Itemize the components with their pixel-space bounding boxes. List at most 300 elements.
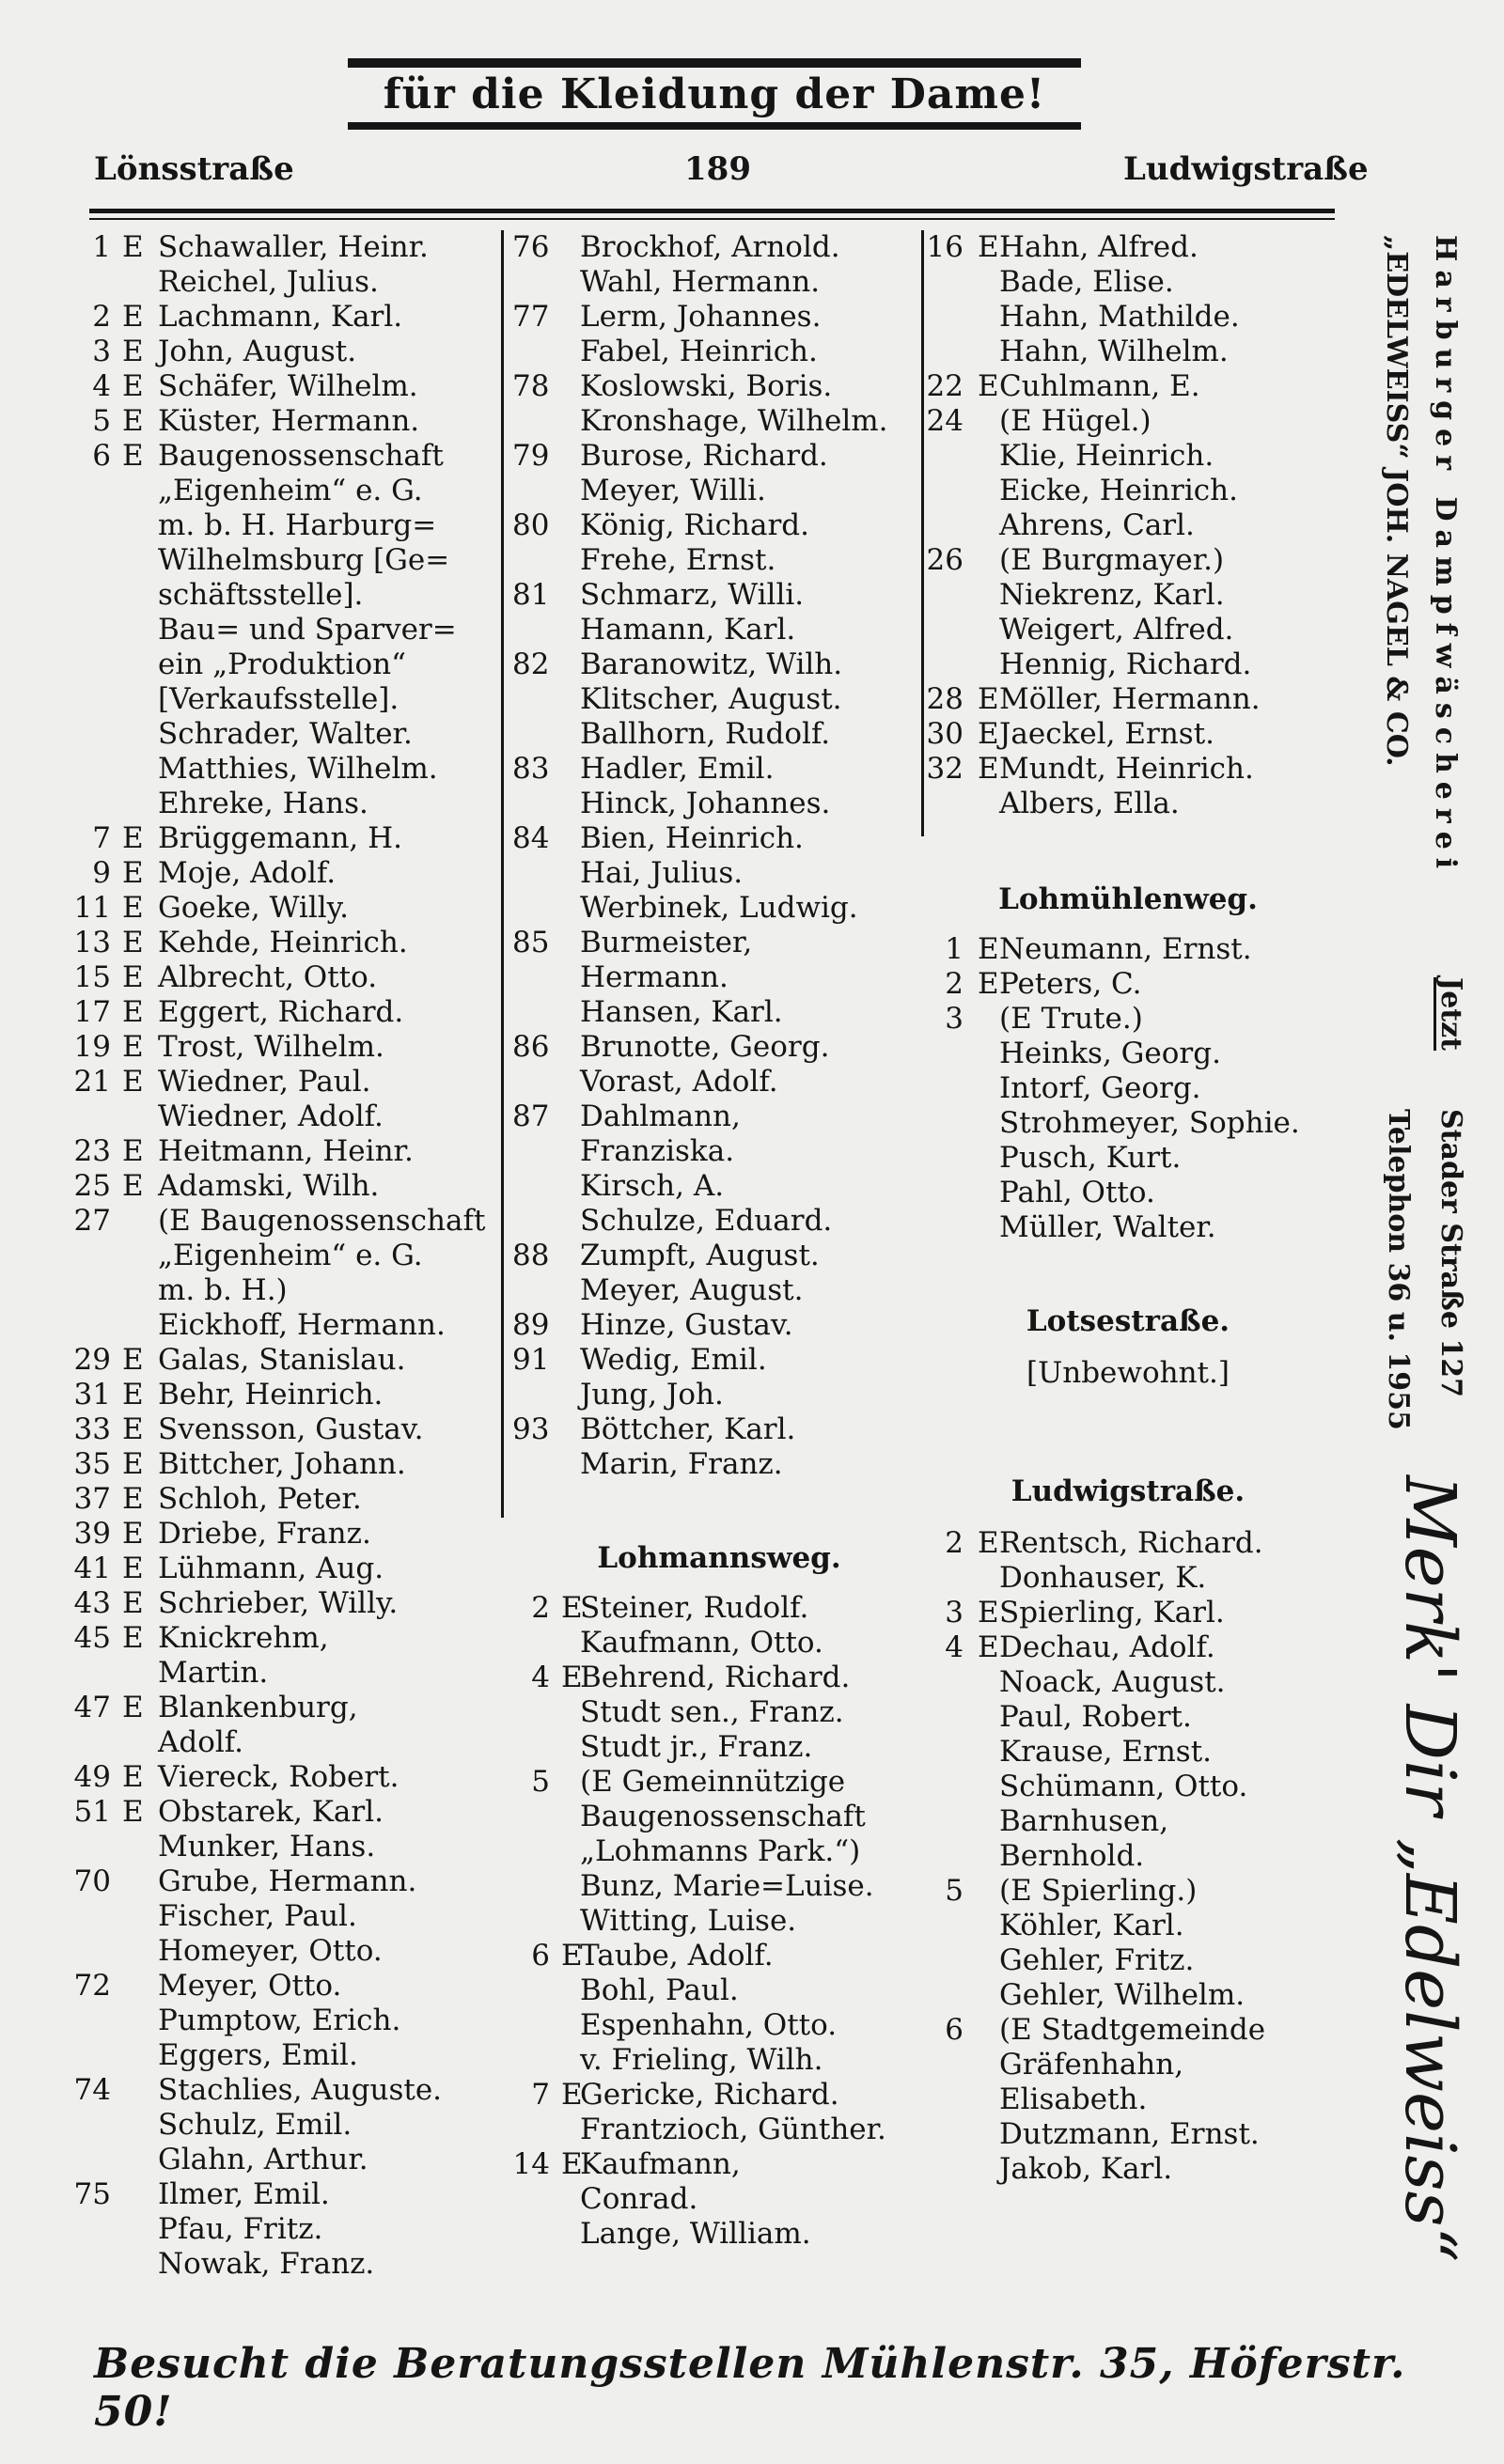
directory-entry <box>512 1765 926 1800</box>
resident-name: Rentsch, Richard. <box>999 1526 1263 1560</box>
resident-name: Kirsch, A. <box>580 1169 725 1203</box>
middle-entries <box>512 230 926 1482</box>
resident-name: Baranowitz, Wilh. <box>580 647 843 681</box>
side-advertisement <box>1361 235 1483 2263</box>
directory-entry <box>66 578 508 613</box>
resident-name: Franziska. <box>580 1134 735 1168</box>
resident-name: Schrieber, Willy. <box>158 1586 399 1620</box>
resident-name: Meyer, Willi. <box>580 474 766 507</box>
directory-entry <box>66 752 508 787</box>
directory-entry <box>512 508 926 543</box>
resident-name: Intorf, Georg. <box>999 1071 1201 1105</box>
resident-name: Böttcher, Karl. <box>580 1412 796 1446</box>
owner-marker: E <box>978 1596 999 1630</box>
footer-advertisement: Besucht die Beratungsstellen Mühlenstr. 35, Höferstr. 50! <box>94 2340 1406 2436</box>
lohmannsweg-entries <box>512 1591 926 2252</box>
resident-name: Munker, Hans. <box>158 1830 376 1864</box>
column-right <box>926 230 1330 2187</box>
resident-name: Dutzmann, Ernst. <box>999 2117 1260 2151</box>
directory-entry <box>66 647 508 682</box>
resident-name: „Eigenheim“ e. G. <box>158 474 423 507</box>
directory-entry <box>926 265 1330 300</box>
house-number: 1 <box>945 932 964 966</box>
directory-entry <box>926 717 1330 752</box>
directory-entry <box>512 1939 926 1973</box>
directory-entry <box>926 2013 1330 2048</box>
owner-marker: E <box>561 1661 583 1694</box>
house-number: 91 <box>512 1343 550 1377</box>
directory-entry <box>926 300 1330 335</box>
resident-name: Viereck, Robert. <box>158 1760 400 1794</box>
directory-entry <box>66 926 508 960</box>
top-banner-text: für die Kleidung der Dame! <box>383 70 1046 118</box>
resident-name: „Eigenheim“ e. G. <box>158 1239 423 1272</box>
house-number: 45 <box>73 1621 111 1655</box>
directory-entry <box>512 230 926 265</box>
resident-name: Gericke, Richard. <box>580 2078 839 2112</box>
directory-entry <box>512 1239 926 1273</box>
resident-name: Gehler, Fritz. <box>999 1943 1195 1977</box>
lohmuehlenweg-entries <box>926 932 1330 1245</box>
house-number: 25 <box>73 1169 111 1203</box>
resident-name: Lachmann, Karl. <box>158 300 403 334</box>
resident-name: Hadler, Emil. <box>580 752 775 786</box>
directory-entry <box>926 752 1330 787</box>
house-number: 43 <box>73 1586 111 1620</box>
resident-name: (E Burgmayer.) <box>999 543 1225 577</box>
owner-marker: E <box>122 856 144 890</box>
owner-marker: E <box>122 891 144 925</box>
resident-name: Zumpft, August. <box>580 1239 820 1272</box>
owner-marker: E <box>122 369 144 403</box>
house-number: 14 <box>512 2147 550 2181</box>
house-number: 22 <box>926 369 964 403</box>
resident-name: Schulz, Emil. <box>158 2108 352 2142</box>
owner-marker: E <box>978 932 999 966</box>
resident-name: Baugenossenschaft <box>580 1800 866 1833</box>
directory-entry <box>512 613 926 647</box>
resident-name: Conrad. <box>580 2182 698 2216</box>
resident-name: Brunotte, Georg. <box>580 1030 830 1064</box>
house-number: 6 <box>945 2013 964 2047</box>
directory-entry <box>66 1099 508 1134</box>
house-number: 77 <box>512 300 550 334</box>
resident-name: Albrecht, Otto. <box>158 960 378 994</box>
resident-name: Jakob, Karl. <box>999 2152 1173 2186</box>
directory-entry <box>926 2082 1330 2117</box>
directory-entry <box>512 2008 926 2043</box>
house-number: 88 <box>512 1239 550 1272</box>
resident-name: Wedig, Emil. <box>580 1343 767 1377</box>
house-number: 27 <box>73 1204 111 1238</box>
owner-marker: E <box>978 1526 999 1560</box>
directory-entry <box>926 1943 1330 1978</box>
resident-name: Klie, Heinrich. <box>999 439 1214 473</box>
owner-marker: E <box>122 300 144 334</box>
directory-entry <box>66 439 508 474</box>
directory-entry <box>512 1308 926 1343</box>
resident-name: Lerm, Johannes. <box>580 300 822 334</box>
owner-marker: E <box>122 230 144 264</box>
house-number: 2 <box>945 1526 964 1560</box>
house-number: 4 <box>92 369 111 403</box>
resident-name: v. Frieling, Wilh. <box>580 2043 823 2077</box>
directory-entry <box>512 2217 926 2252</box>
resident-name: Gehler, Wilhelm. <box>999 1978 1246 2012</box>
resident-name: Blankenburg, <box>158 1691 358 1724</box>
house-number: 4 <box>945 1630 964 1664</box>
directory-entry <box>512 891 926 926</box>
directory-entry <box>926 2152 1330 2187</box>
resident-name: Baugenossenschaft <box>158 439 444 473</box>
directory-entry <box>66 1586 508 1621</box>
directory-entry <box>926 1630 1330 1665</box>
resident-name: [Verkaufsstelle]. <box>158 682 400 716</box>
directory-entry <box>926 1700 1330 1735</box>
directory-entry <box>66 1830 508 1864</box>
directory-entry <box>512 1030 926 1065</box>
house-number: 41 <box>73 1552 111 1585</box>
owner-marker: E <box>122 1621 144 1655</box>
directory-entry <box>512 647 926 682</box>
resident-name: Schäfer, Wilhelm. <box>158 369 418 403</box>
house-number: 49 <box>73 1760 111 1794</box>
directory-entry <box>512 1834 926 1869</box>
house-number: 86 <box>512 1030 550 1064</box>
resident-name: Homeyer, Otto. <box>158 1934 383 1968</box>
directory-entry <box>512 1378 926 1412</box>
directory-entry <box>926 647 1330 682</box>
resident-name: Schloh, Peter. <box>158 1482 362 1516</box>
resident-name: Donhauser, K. <box>999 1561 1207 1595</box>
resident-name: Burmeister, <box>580 926 753 959</box>
directory-entry <box>512 1904 926 1939</box>
resident-name: Bittcher, Johann. <box>158 1447 406 1481</box>
resident-name: Schmarz, Willi. <box>580 578 805 612</box>
directory-entry <box>926 1770 1330 1804</box>
owner-marker: E <box>122 1760 144 1794</box>
house-number: 76 <box>512 230 550 264</box>
owner-marker: E <box>122 926 144 959</box>
house-number: 51 <box>73 1795 111 1829</box>
directory-entry <box>512 682 926 717</box>
resident-name: Pfau, Fritz. <box>158 2212 323 2246</box>
owner-marker: E <box>122 1412 144 1446</box>
owner-marker: E <box>122 1795 144 1829</box>
house-number: 3 <box>945 1002 964 1036</box>
directory-entry <box>926 967 1330 1002</box>
directory-entry <box>926 1665 1330 1700</box>
section-title-lohmuehlenweg: Lohmühlenweg. <box>998 882 1258 916</box>
directory-entry <box>66 613 508 647</box>
directory-entry <box>66 1864 508 1899</box>
directory-entry <box>66 265 508 300</box>
resident-name: Bau= und Sparver= <box>158 613 457 647</box>
owner-marker: E <box>122 1517 144 1551</box>
resident-name: (E Baugenossenschaft <box>158 1204 486 1238</box>
directory-entry <box>512 2043 926 2078</box>
resident-name: Schümann, Otto. <box>999 1770 1248 1803</box>
owner-marker: E <box>122 1134 144 1168</box>
house-number: 85 <box>512 926 550 959</box>
directory-entry <box>512 1730 926 1765</box>
directory-entry <box>926 1210 1330 1245</box>
directory-entry <box>66 1169 508 1204</box>
directory-entry <box>66 682 508 717</box>
directory-entry <box>512 1412 926 1447</box>
owner-marker: E <box>978 967 999 1001</box>
directory-entry <box>66 1517 508 1552</box>
resident-name: (E Hügel.) <box>999 404 1152 438</box>
resident-name: Gräfenhahn, <box>999 2048 1184 2082</box>
resident-name: Studt sen., Franz. <box>580 1695 844 1729</box>
resident-name: Steiner, Rudolf. <box>580 1591 809 1625</box>
house-number: 81 <box>512 578 550 612</box>
owner-marker: E <box>122 1482 144 1516</box>
directory-entry <box>66 1969 508 2004</box>
directory-entry <box>512 821 926 856</box>
resident-name: Obstarek, Karl. <box>158 1795 384 1829</box>
house-number: 21 <box>73 1065 111 1099</box>
resident-name: Grube, Hermann. <box>158 1864 417 1898</box>
resident-name: m. b. H. Harburg= <box>158 508 437 542</box>
side-ad-brand: „EDELWEISS“ JOH. NAGEL & CO. <box>1380 235 1413 767</box>
directory-entry <box>512 787 926 821</box>
resident-name: Jung, Joh. <box>580 1378 724 1411</box>
directory-entry <box>926 787 1330 821</box>
house-number: 31 <box>73 1378 111 1411</box>
top-banner <box>348 58 1081 130</box>
resident-name: Eicke, Heinrich. <box>999 474 1238 507</box>
house-number: 17 <box>73 995 111 1029</box>
resident-name: König, Richard. <box>580 508 810 542</box>
ludwigstrasse-continued-entries <box>926 230 1330 821</box>
directory-entry <box>926 335 1330 369</box>
house-number: 87 <box>512 1099 550 1133</box>
directory-entry <box>66 1378 508 1412</box>
resident-name: Ahrens, Carl. <box>999 508 1195 542</box>
resident-name: Hahn, Alfred. <box>999 230 1198 264</box>
directory-entry <box>66 1482 508 1517</box>
resident-name: Espenhahn, Otto. <box>580 2008 838 2042</box>
directory-entry <box>926 439 1330 474</box>
directory-entry <box>512 1695 926 1730</box>
directory-entry <box>66 1552 508 1586</box>
directory-entry <box>512 995 926 1030</box>
directory-entry <box>66 1065 508 1099</box>
resident-name: Hamann, Karl. <box>580 613 796 647</box>
directory-entry <box>66 1691 508 1725</box>
directory-entry <box>66 1204 508 1239</box>
resident-name: Hahn, Wilhelm. <box>999 335 1229 368</box>
resident-name: Krause, Ernst. <box>999 1735 1213 1769</box>
house-number: 39 <box>73 1517 111 1551</box>
resident-name: Witting, Luise. <box>580 1904 797 1938</box>
resident-name: Nowak, Franz. <box>158 2247 375 2281</box>
directory-entry <box>66 856 508 891</box>
resident-name: Adolf. <box>158 1725 244 1759</box>
directory-entry <box>66 821 508 856</box>
directory-entry <box>926 404 1330 439</box>
resident-name: Barnhusen, <box>999 1804 1169 1838</box>
owner-marker: E <box>122 1378 144 1411</box>
section-title-lohmannsweg: Lohmannsweg. <box>597 1541 841 1575</box>
directory-entry <box>512 1169 926 1204</box>
directory-entry <box>512 1099 926 1134</box>
directory-entry <box>512 300 926 335</box>
resident-name: Niekrenz, Karl. <box>999 578 1225 612</box>
side-ad-address: Stader Straße 127 <box>1434 1109 1467 1397</box>
house-number: 80 <box>512 508 550 542</box>
owner-marker: E <box>122 1065 144 1099</box>
resident-name: Meyer, August. <box>580 1273 804 1307</box>
owner-marker: E <box>561 2078 583 2112</box>
directory-entry <box>926 1106 1330 1141</box>
directory-entry <box>512 960 926 995</box>
directory-entry <box>66 1412 508 1447</box>
resident-name: Studt jr., Franz. <box>580 1730 813 1764</box>
resident-name: Eickhoff, Hermann. <box>158 1308 446 1342</box>
resident-name: Elisabeth. <box>999 2082 1148 2116</box>
directory-entry <box>66 1621 508 1656</box>
directory-entry <box>66 891 508 926</box>
house-number: 28 <box>926 682 964 716</box>
directory-entry <box>66 1239 508 1273</box>
header-rule <box>89 209 1335 213</box>
resident-name: (E Trute.) <box>999 1002 1143 1036</box>
house-number: 7 <box>531 2078 550 2112</box>
directory-entry <box>512 335 926 369</box>
resident-name: schäftsstelle]. <box>158 578 364 612</box>
house-number: 15 <box>73 960 111 994</box>
owner-marker: E <box>122 404 144 438</box>
directory-entry <box>926 1804 1330 1839</box>
resident-name: Peters, C. <box>999 967 1142 1001</box>
directory-entry <box>926 578 1330 613</box>
house-number: 5 <box>945 1874 964 1908</box>
resident-name: (E Stadtgemeinde <box>999 2013 1266 2047</box>
resident-name: Müller, Walter. <box>999 1210 1216 1244</box>
resident-name: Stachlies, Auguste. <box>158 2073 443 2107</box>
directory-entry <box>926 1978 1330 2013</box>
owner-marker: E <box>122 1343 144 1377</box>
resident-name: Weigert, Alfred. <box>999 613 1234 647</box>
directory-entry <box>66 508 508 543</box>
directory-entry <box>512 2113 926 2147</box>
owner-marker: E <box>978 1630 999 1664</box>
directory-entry <box>926 1176 1330 1210</box>
directory-entry <box>66 2143 508 2177</box>
owner-marker: E <box>122 1552 144 1585</box>
page-number: 189 <box>684 150 751 188</box>
resident-name: Lühmann, Aug. <box>158 1552 384 1585</box>
owner-marker: E <box>561 1939 583 1973</box>
directory-entry <box>66 335 508 369</box>
owner-marker: E <box>978 682 999 716</box>
directory-entry <box>512 856 926 891</box>
resident-name: Knickrehm, <box>158 1621 329 1655</box>
owner-marker: E <box>122 335 144 368</box>
owner-marker: E <box>978 369 999 403</box>
resident-name: Hermann. <box>580 960 728 994</box>
house-number: 75 <box>73 2177 111 2211</box>
directory-entry <box>512 1204 926 1239</box>
resident-name: Jaeckel, Ernst. <box>999 717 1215 751</box>
house-number: 74 <box>73 2073 111 2107</box>
directory-entry <box>66 1447 508 1482</box>
side-ad-company: Harburger Dampfwäscherei <box>1429 235 1462 878</box>
house-number: 30 <box>926 717 964 751</box>
resident-name: Schrader, Walter. <box>158 717 413 751</box>
ludwigstrasse-entries <box>926 1526 1330 2187</box>
resident-name: Spierling, Karl. <box>999 1596 1225 1630</box>
directory-entry <box>926 1839 1330 1874</box>
resident-name: Dahlmann, <box>580 1099 741 1133</box>
resident-name: Wilhelmsburg [Ge= <box>158 543 450 577</box>
directory-entry <box>66 1760 508 1795</box>
resident-name: Adamski, Wilh. <box>158 1169 380 1203</box>
resident-name: Svensson, Gustav. <box>158 1412 424 1446</box>
header-left-street: Lönsstraße <box>94 150 294 188</box>
directory-entry <box>926 369 1330 404</box>
resident-name: Ilmer, Emil. <box>158 2177 330 2211</box>
directory-entry <box>66 2073 508 2108</box>
resident-name: Galas, Stanislau. <box>158 1343 406 1377</box>
house-number: 72 <box>73 1969 111 2003</box>
header-rule-thin <box>89 218 1335 220</box>
directory-entry <box>66 717 508 752</box>
header-right-street: Ludwigstraße <box>1123 150 1369 188</box>
resident-name: Werbinek, Ludwig. <box>580 891 858 925</box>
directory-entry <box>66 543 508 578</box>
house-number: 7 <box>92 821 111 855</box>
resident-name: Frehe, Ernst. <box>580 543 776 577</box>
section-title-lotsestrasse: Lotsestraße. <box>1026 1304 1230 1338</box>
directory-entry <box>512 926 926 960</box>
directory-entry <box>512 1661 926 1695</box>
directory-entry <box>66 1030 508 1065</box>
resident-name: Bade, Elise. <box>999 265 1174 299</box>
resident-name: Paul, Robert. <box>999 1700 1192 1734</box>
resident-name: Cuhlmann, E. <box>999 369 1200 403</box>
directory-entry <box>926 2117 1330 2152</box>
side-ad-phone: Telephon 36 u. 1955 <box>1382 1109 1415 1430</box>
house-number: 1 <box>92 230 111 264</box>
directory-entry <box>926 1561 1330 1596</box>
column-loensstrasse <box>66 230 508 2282</box>
directory-entry <box>66 1273 508 1308</box>
house-number: 16 <box>926 230 964 264</box>
directory-entry <box>66 2177 508 2212</box>
house-number: 6 <box>531 1939 550 1973</box>
resident-name: Kronshage, Wilhelm. <box>580 404 888 438</box>
directory-entry <box>66 1308 508 1343</box>
resident-name: Fischer, Paul. <box>158 1899 357 1933</box>
directory-entry <box>512 369 926 404</box>
house-number: 79 <box>512 439 550 473</box>
resident-name: Hai, Julius. <box>580 856 744 890</box>
directory-entry <box>926 1526 1330 1561</box>
directory-entry <box>926 543 1330 578</box>
resident-name: Möller, Hermann. <box>999 682 1261 716</box>
house-number: 33 <box>73 1412 111 1446</box>
house-number: 26 <box>926 543 964 577</box>
resident-name: Driebe, Franz. <box>158 1517 371 1551</box>
house-number: 24 <box>926 404 964 438</box>
directory-entry <box>66 369 508 404</box>
house-number: 82 <box>512 647 550 681</box>
owner-marker: E <box>122 1169 144 1203</box>
